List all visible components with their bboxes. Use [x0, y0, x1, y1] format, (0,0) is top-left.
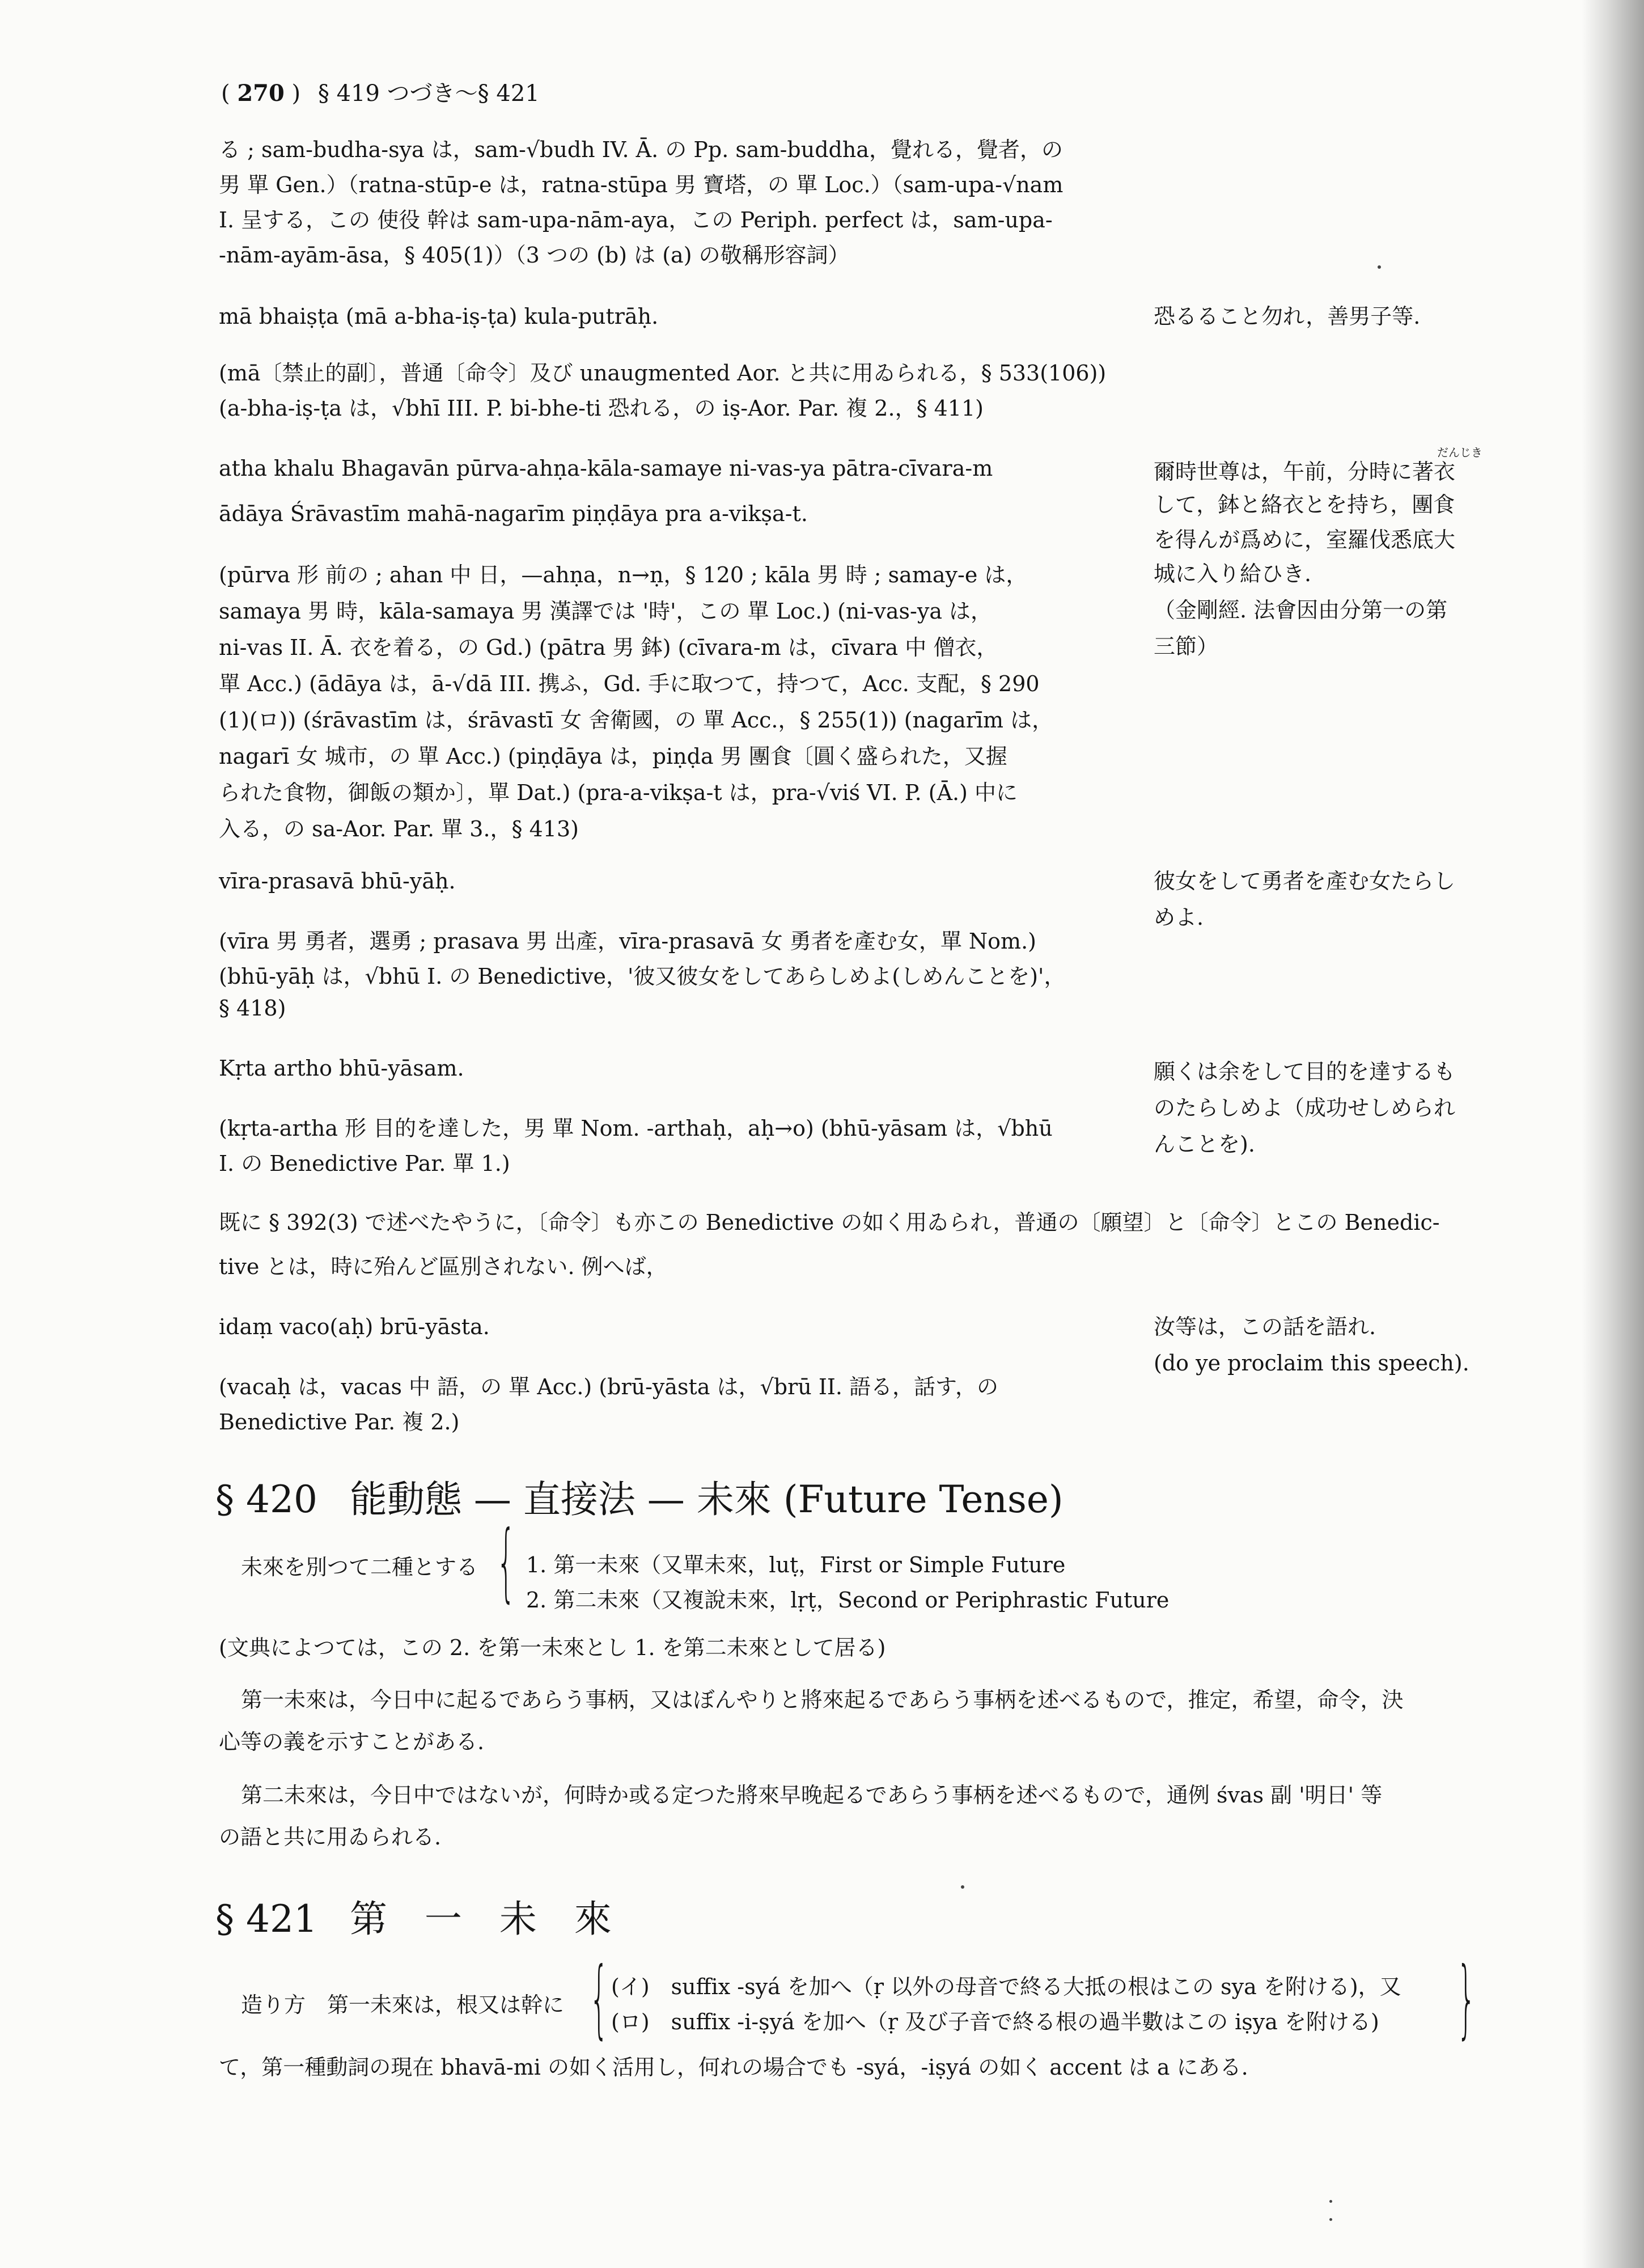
note-line: § 418)	[219, 996, 286, 1021]
section-line: の語と共に用ゐられる.	[219, 1825, 442, 1850]
future-item: 1. 第一未來（又單未來，luṭ，First or Simple Future	[526, 1552, 1066, 1577]
header-open-paren: (	[221, 81, 230, 107]
note-line: 單 Acc.) (ādāya は，ā-√dā III. 携ふ，Gd. 手に取つて，持つて，Acc. 支配，§ 290	[219, 671, 1040, 696]
header-close-paren: )	[291, 81, 301, 107]
running-header	[221, 75, 540, 108]
text-line: I. 呈する，この 使役 幹は sam-upa-nām-aya，この Periph. perfect は，sam-upa-	[219, 208, 1053, 232]
formation-lead: 造り方 第一未來は，根又は幹に	[241, 1992, 565, 2017]
translation-line: 彼女をして勇者を產む女たらし	[1154, 869, 1456, 894]
section-title: 第 一 未 來	[349, 1897, 612, 1941]
translation-line: 爾時世尊は，午前，分時に著衣	[1154, 459, 1456, 484]
right-brace: }	[1457, 1949, 1476, 2048]
note-line: (a-bha-iṣ-ṭa は，√bhī III. P. bi-bhe-ti 恐れる，の iṣ-Aor. Par. 複 2.，§ 411)	[219, 396, 984, 421]
section-number: § 420	[215, 1478, 317, 1521]
translation-line: を得んが爲めに，室羅伐悉底大	[1154, 527, 1456, 552]
translation-line: 願くは余をして目的を達するも	[1154, 1059, 1456, 1084]
section-title: 能動態 — 直接法 — 未來 (Future Tense)	[349, 1478, 1063, 1521]
note-line: (vīra 男 勇者，選勇 ; prasava 男 出產，vīra-prasavā 女 勇者を產む女，單 Nom.)	[219, 929, 1036, 954]
paragraph-line: tive とは，時に殆んど區別されない. 例へば，	[219, 1254, 668, 1279]
text-line: る ; sam-budha-sya は，sam-√budh IV. Ā. の Pp. sam-buddha，覺れる，覺者，の	[219, 137, 1063, 162]
translation-line: めよ.	[1154, 905, 1204, 930]
section-line: 心等の義を示すことがある.	[219, 1729, 485, 1754]
scan-speck	[1329, 2200, 1332, 2203]
note-line: (vacaḥ は，vacas 中 語，の 單 Acc.) (brū-yāsta は，√brū II. 語る，話す，の	[219, 1374, 998, 1399]
sanskrit-line: atha khalu Bhagavān pūrva-ahṇa-kāla-samaye ni-vas-ya pātra-cīvara-m	[219, 456, 993, 481]
note-line: samaya 男 時，kāla-samaya 男 漢譯では '時'，この 單 Loc.) (ni-vas-ya は，	[219, 599, 993, 624]
note-line: (1)(ロ)) (śrāvastīm は，śrāvastī 女 舍衛國，の 單 Acc.，§ 255(1)) (nagarīm は，	[219, 708, 1054, 733]
left-brace: {	[497, 1513, 516, 1611]
section-range: § 419 つづき〜§ 421	[317, 81, 540, 107]
note-line: 入る，の sa-Aor. Par. 單 3.，§ 413)	[219, 816, 579, 841]
note-line: Benedictive Par. 複 2.)	[219, 1410, 460, 1435]
page-edge-shadow	[1582, 0, 1644, 2268]
formation-item: (イ) suffix -syá を加へ（ṛ 以外の母音で終る大抵の根はこの sya を附ける)，又	[611, 1974, 1401, 1999]
section-heading	[215, 1897, 612, 1942]
translation-line: して，鉢と絡衣とを持ち，團食	[1154, 492, 1455, 517]
formation-item: (ロ) suffix -i-ṣyá を加へ（ṛ 及び子音で終る根の過半數はこの iṣya を附ける)	[611, 2009, 1379, 2034]
text-line: -nām-ayām-āsa，§ 405(1)）（3 つの (b) は (a) の敬稱形容詞）	[219, 243, 850, 268]
translation-line: （金剛經. 法會因由分第一の第	[1154, 598, 1448, 623]
note-line: (kṛta-artha 形 目的を達した，男 單 Nom. -arthaḥ，aḥ→o) (bhū-yāsam は，√bhū	[219, 1116, 1053, 1141]
text-line: 男 單 Gen.）（ratna-stūp-e は，ratna-stūpa 男 寶塔，の 單 Loc.）（sam-upa-√nam	[219, 172, 1063, 197]
translation-line: のたらしめよ（成功せしめられ	[1154, 1095, 1456, 1120]
note-line: I. の Benedictive Par. 單 1.)	[219, 1151, 510, 1176]
page-number: 270	[237, 80, 285, 107]
section-number: § 421	[215, 1897, 317, 1941]
formation-tail: て，第一種動詞の現在 bhavā-mi の如く活用し，何れの場合でも -syá，-iṣyá の如く accent は a にある.	[219, 2055, 1248, 2080]
sanskrit-line: ādāya Śrāvastīm mahā-nagarīm piṇḍāya pra a-vikṣa-t.	[219, 501, 808, 526]
translation-line: 汝等は，この話を語れ.	[1154, 1314, 1376, 1339]
translation-line: 三節）	[1154, 634, 1219, 659]
sanskrit-line: vīra-prasavā bhū-yāḥ.	[219, 869, 456, 894]
note-line: (pūrva 形 前の ; ahan 中 日，—ahṇa，n→ṇ，§ 120 ; kāla 男 時 ; samay-e は，	[219, 562, 1028, 587]
translation-line: 恐るること勿れ，善男子等.	[1154, 304, 1421, 329]
note-line: られた食物，御飯の類か〕，單 Dat.) (pra-a-vikṣa-t は，pra-√viś VI. P. (Ā.) 中に	[219, 780, 1018, 805]
future-item: 2. 第二未來（又複說未來，lṛṭ，Second or Periphrastic Future	[526, 1588, 1170, 1613]
note-line: nagarī 女 城市，の 單 Acc.) (piṇḍāya は，piṇḍa 男 團食〔圓く盛られた，又握	[219, 744, 1007, 769]
translation-line: (do ye proclaim this speech).	[1154, 1351, 1469, 1376]
left-brace: {	[590, 1949, 609, 2048]
section-line: (文典によつては，この 2. を第一未來とし 1. を第二未來として居る)	[219, 1635, 886, 1660]
future-lead: 未來を別つて二種とする	[241, 1555, 478, 1580]
sanskrit-line: mā bhaiṣṭa (mā a-bha-iṣ-ṭa) kula-putrāḥ.	[219, 304, 659, 329]
ruby-text: だんじき	[1437, 446, 1482, 459]
section-heading	[215, 1477, 1063, 1522]
note-line: (mā〔禁止的副〕，普通〔命令〕及び unaugmented Aor. と共に用ゐられる，§ 533(106))	[219, 361, 1107, 386]
note-line: (bhū-yāḥ は，√bhū I. の Benedictive，'彼又彼女をしてあらしめよ(しめんことを)'，	[219, 964, 1066, 989]
translation-line: 城に入り給ひき.	[1154, 561, 1312, 586]
scan-speck	[1378, 265, 1381, 269]
sanskrit-line: idaṃ vaco(aḥ) brū-yāsta.	[219, 1314, 490, 1339]
note-line: ni-vas II. Ā. 衣を着る，の Gd.) (pātra 男 鉢) (cīvara-m は，cīvara 中 僧衣，	[219, 635, 998, 660]
section-line: 第一未來は，今日中に起るであらう事柄，又はぼんやりと將來起るであらう事柄を述べるもので，推定，希望，命令，決	[241, 1687, 1404, 1712]
section-line: 第二未來は，今日中ではないが，何時か或る定つた將來早晚起るであらう事柄を述べるもので，通例 śvas 副 '明日' 等	[241, 1783, 1383, 1808]
scan-speck	[961, 1885, 964, 1889]
paragraph-line: 既に § 392(3) で述べたやうに，〔命令〕も亦この Benedictive の如く用ゐられ，普通の〔願望〕と〔命令〕とこの Benedic-	[219, 1210, 1440, 1235]
sanskrit-line: Kṛta artho bhū-yāsam.	[219, 1056, 464, 1081]
scan-speck	[1329, 2218, 1332, 2221]
translation-line: んことを).	[1154, 1132, 1255, 1157]
